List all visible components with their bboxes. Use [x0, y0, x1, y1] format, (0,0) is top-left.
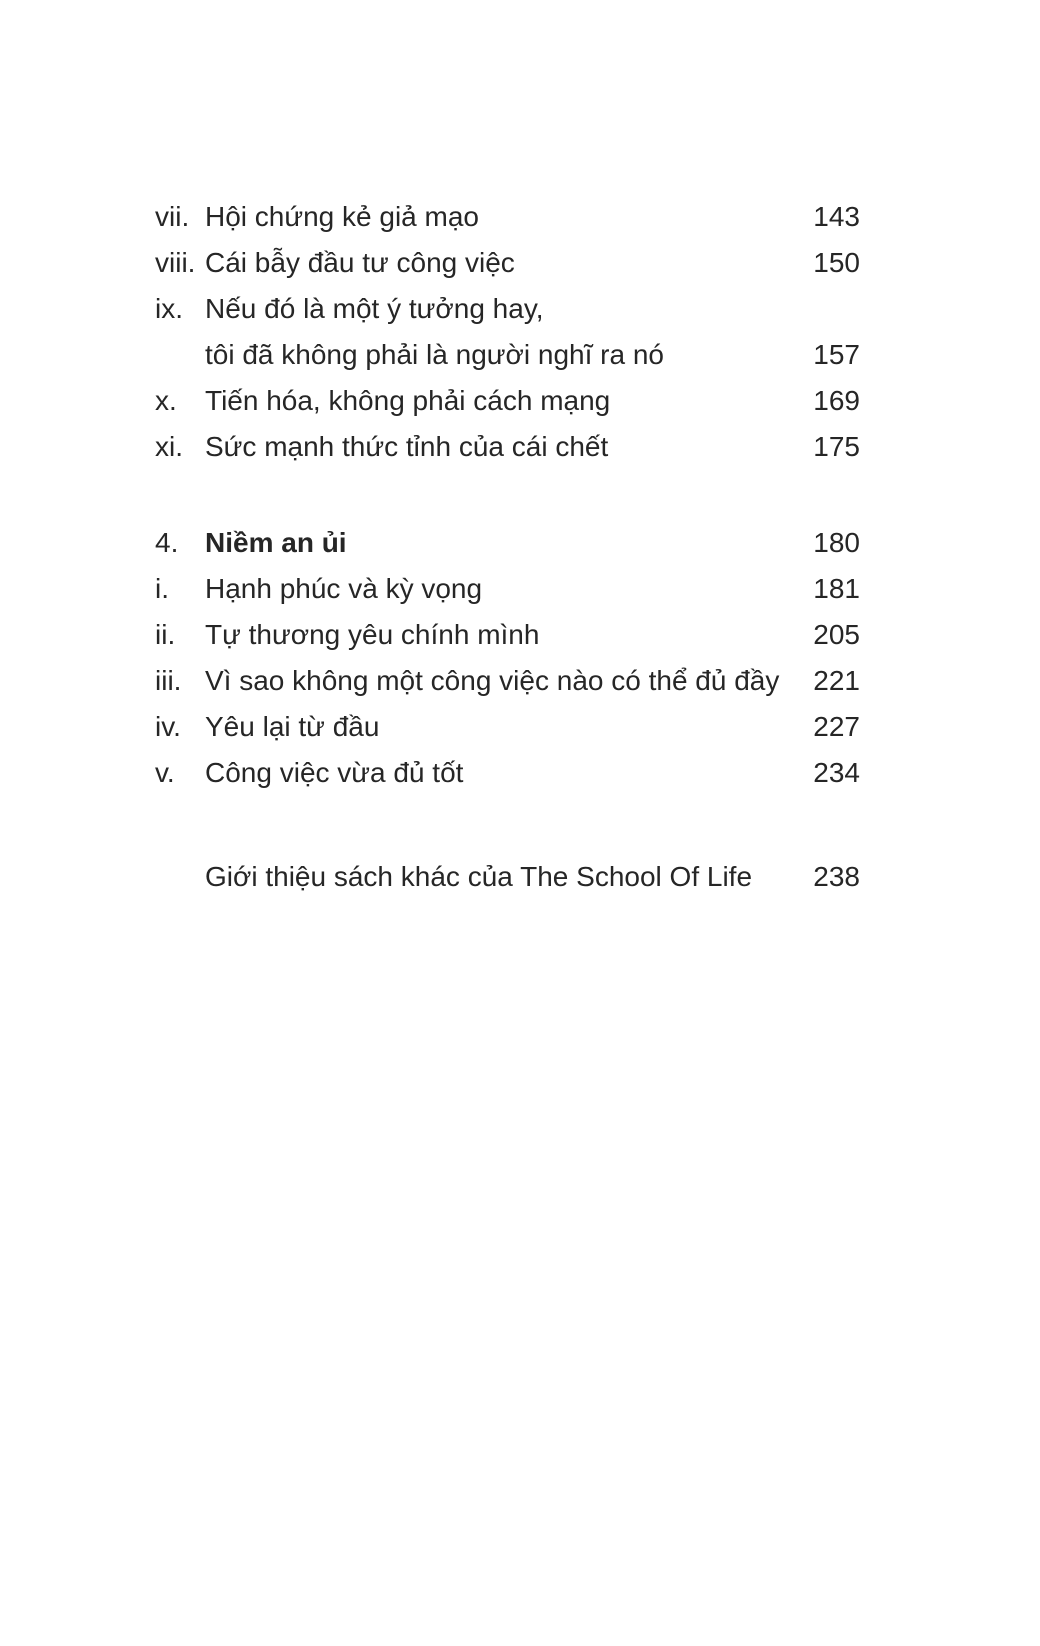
toc-entry-numeral: x.: [155, 385, 177, 416]
toc-entry-page-number: 221: [813, 665, 860, 696]
toc-entry-numeral: 4.: [155, 527, 179, 558]
toc-entry-numeral: iii.: [155, 665, 182, 696]
toc-row: [155, 286, 860, 332]
toc-entry-page-number: 205: [813, 619, 860, 650]
table-of-contents: [155, 194, 860, 900]
toc-row: [155, 854, 860, 900]
toc-entry-page-number: 180: [813, 527, 860, 558]
toc-row: [155, 704, 860, 750]
toc-row: [155, 658, 860, 704]
toc-entry-title: Sức mạnh thức tỉnh của cái chết: [205, 431, 609, 462]
toc-entry-numeral: v.: [155, 757, 175, 788]
toc-entry-title: Vì sao không một công việc nào có thể đủ đầy: [205, 665, 780, 696]
toc-entry-title: Hạnh phúc và kỳ vọng: [205, 573, 483, 604]
toc-entry-page-number: 169: [813, 385, 860, 416]
toc-entry-numeral: ix.: [155, 293, 183, 324]
toc-entry-numeral: iv.: [155, 711, 181, 742]
toc-entry-numeral: ii.: [155, 619, 176, 650]
toc-entry-page-number: 150: [813, 247, 860, 278]
toc-row: [155, 332, 860, 378]
toc-entry-title: Cái bẫy đầu tư công việc: [205, 247, 515, 278]
toc-entry-page-number: 238: [813, 861, 860, 892]
toc-entry-title: Nếu đó là một ý tưởng hay,: [205, 293, 544, 324]
toc-entry-numeral: xi.: [155, 431, 183, 462]
toc-entry-page-number: 227: [813, 711, 860, 742]
toc-entry-page-number: 143: [813, 201, 860, 232]
toc-entry-numeral: viii.: [155, 247, 196, 278]
toc-entry-page-number: 181: [813, 573, 860, 604]
toc-entry-numeral: i.: [155, 573, 169, 604]
toc-entry-title: Giới thiệu sách khác của The School Of Life: [205, 861, 753, 892]
toc-row: [155, 612, 860, 658]
toc-row: [155, 424, 860, 470]
toc-row: [155, 240, 860, 286]
toc-row-section-heading: [155, 520, 860, 566]
toc-entry-numeral: vii.: [155, 201, 190, 232]
toc-entry-title: tôi đã không phải là người nghĩ ra nó: [205, 339, 664, 370]
toc-entry-title: Hội chứng kẻ giả mạo: [205, 201, 479, 232]
toc-row: [155, 750, 860, 796]
toc-entry-title: Công việc vừa đủ tốt: [205, 757, 464, 788]
toc-entry-title: Niềm an ủi: [205, 527, 347, 558]
toc-row: [155, 194, 860, 240]
toc-row: [155, 378, 860, 424]
toc-entry-page-number: 157: [813, 339, 860, 370]
toc-row: [155, 566, 860, 612]
toc-entry-page-number: 234: [813, 757, 860, 788]
toc-entry-page-number: 175: [813, 431, 860, 462]
toc-entry-title: Tiến hóa, không phải cách mạng: [205, 385, 611, 416]
toc-entry-title: Yêu lại từ đầu: [205, 711, 380, 742]
toc-entry-title: Tự thương yêu chính mình: [205, 619, 540, 650]
